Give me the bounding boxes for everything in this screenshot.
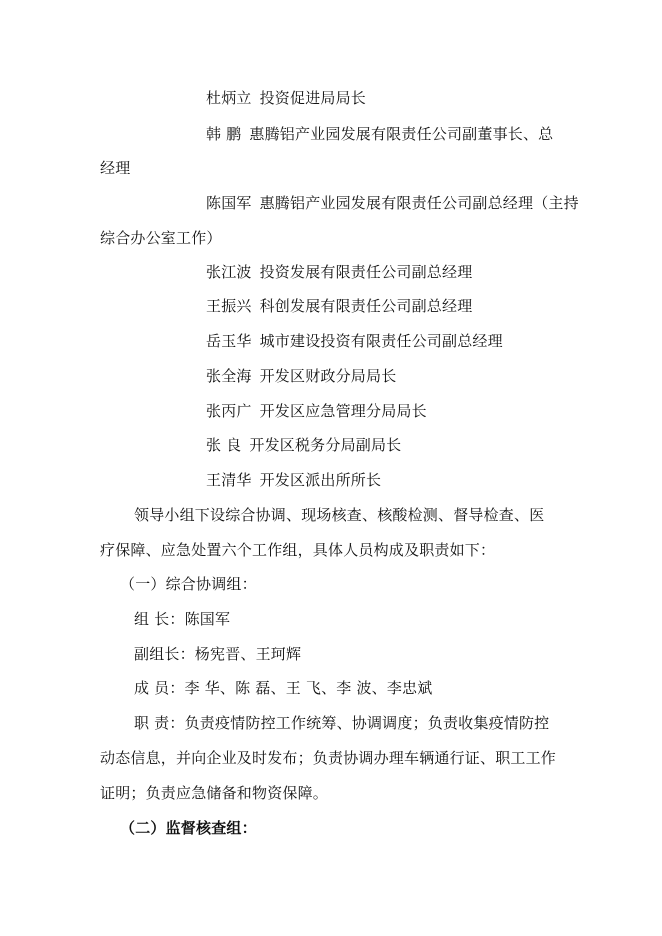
member-title: 开发区税务分局副局长 [249,436,402,454]
group-heading: （二）监督核查组： [120,819,257,837]
member-title: 惠腾铝产业园发展有限责任公司副总经理（主持 [259,194,579,212]
member-name: 陈国军 [206,194,252,212]
member-line [206,366,396,386]
member-name: 王振兴 [206,297,252,315]
member-line [206,124,553,144]
member-line [206,296,472,316]
group-leader: 组 长：陈国军 [134,610,231,628]
member-line [206,435,401,455]
member-name: 张江波 [206,263,252,281]
intro-paragraph-line: 领导小组下设综合协调、现场核查、核酸检测、督导检查、医 [134,506,545,524]
member-name: 王清华 [206,471,252,489]
member-line [206,331,503,351]
member-name: 韩 鹏 [206,125,242,143]
member-title: 科创发展有限责任公司副总经理 [259,297,473,315]
group-duty-line: 职 责：负责疫情防控工作统筹、协调调度；负责收集疫情防控 [134,714,550,732]
member-title: 惠腾铝产业园发展有限责任公司副董事长、总 [249,125,554,143]
member-name: 杜炳立 [206,89,252,107]
member-line [206,262,472,282]
member-line [206,193,579,213]
group-members: 成 员：李 华、陈 磊、王 飞、李 波、李忠斌 [134,679,433,697]
group-heading: （一）综合协调组： [120,575,257,593]
member-line [206,88,366,108]
member-title: 城市建设投资有限责任公司副总经理 [259,332,503,350]
group-duty-line: 动态信息，并向企业及时发布；负责协调办理车辆通行证、职工工作 [100,749,557,767]
intro-paragraph-line: 疗保障、应急处置六个工作组，具体人员构成及职责如下： [100,541,496,559]
member-name: 岳玉华 [206,332,252,350]
member-title: 开发区应急管理分局局长 [259,402,427,420]
member-name: 张 良 [206,436,242,454]
group-duty-line: 证明；负责应急储备和物资保障。 [100,784,329,802]
member-line [206,470,381,490]
member-title-continuation: 综合办公室工作） [100,229,222,247]
member-title: 投资促进局局长 [259,89,367,107]
member-title-continuation: 经理 [100,159,131,177]
member-title: 开发区派出所所长 [259,471,382,489]
member-line [206,401,427,421]
member-title: 开发区财政分局局长 [259,367,397,385]
group-deputy: 副组长：杨宪晋、王珂辉 [134,645,302,663]
member-name: 张丙广 [206,402,252,420]
member-name: 张全海 [206,367,252,385]
member-title: 投资发展有限责任公司副总经理 [259,263,473,281]
